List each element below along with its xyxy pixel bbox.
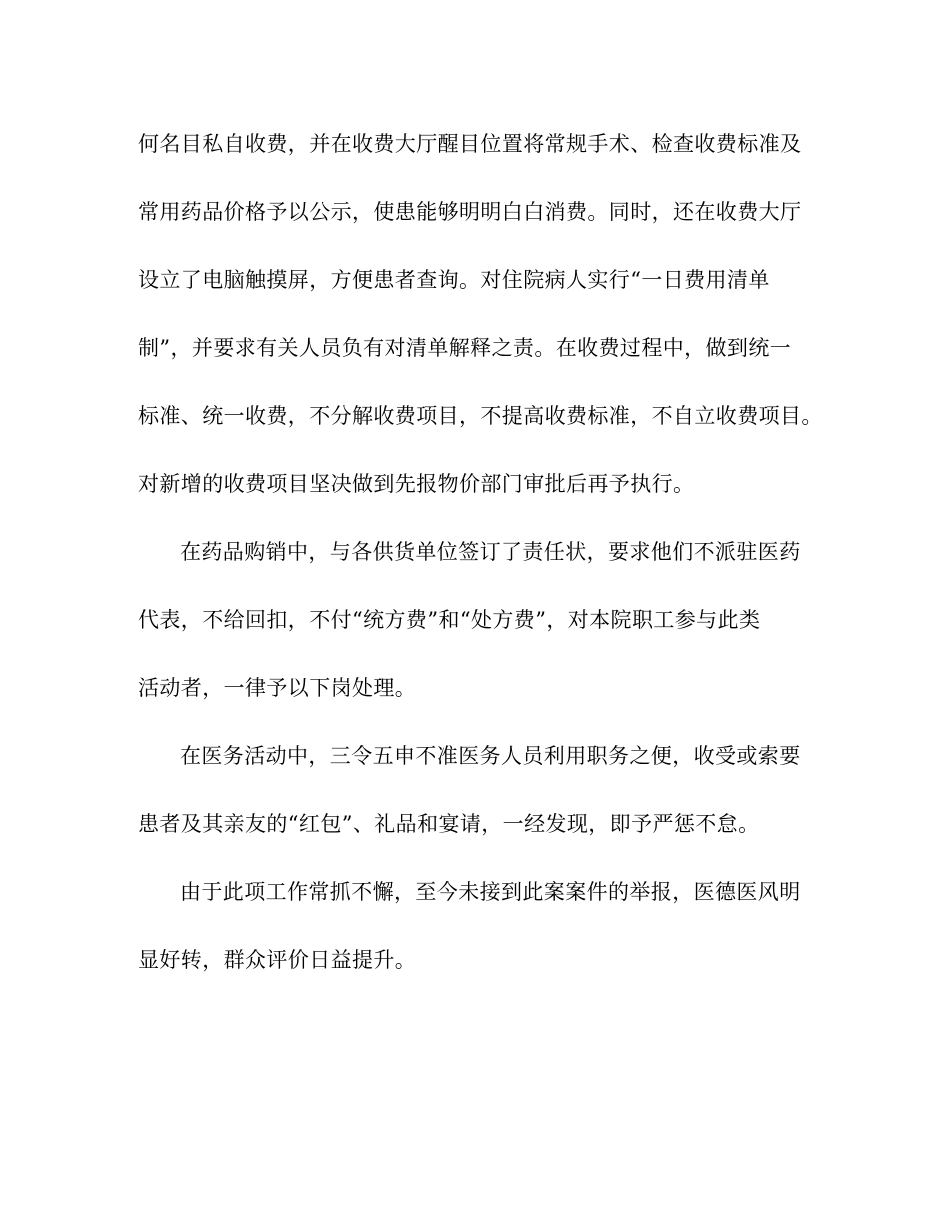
text-line-13: 显好转，群众评价日益提升。 bbox=[138, 948, 417, 972]
text-line-3: 设立了电脑触摸屏，方便患者查询。对住院病人实行“一日费用清单 bbox=[138, 268, 770, 292]
text-line-10: 在医务活动中，三令五申不准医务人员利用职务之便，收受或索要 bbox=[180, 744, 801, 768]
text-line-8: 代表，不给回扣，不付“统方费”和“处方费”，对本院职工参与此类 bbox=[138, 608, 761, 632]
text-line-11: 患者及其亲友的“红包”、礼品和宴请，一经发现，即予严惩不怠。 bbox=[138, 812, 760, 836]
text-line-1: 何名目私自收费，并在收费大厅醒目位置将常规手术、检查收费标准及 bbox=[138, 132, 802, 156]
text-line-2: 常用药品价格予以公示，使患能够明明白白消费。同时，还在收费大厅 bbox=[138, 200, 802, 224]
text-line-4: 制”，并要求有关人员负有对清单解释之责。在收费过程中，做到统一 bbox=[138, 336, 792, 360]
text-line-7: 在药品购销中，与各供货单位签订了责任状，要求他们不派驻医药 bbox=[180, 540, 801, 564]
text-line-6: 对新增的收费项目坚决做到先报物价部门审批后再予执行。 bbox=[138, 472, 695, 496]
text-line-12: 由于此项工作常抓不懈，至今未接到此案案件的举报，医德医风明 bbox=[180, 880, 801, 904]
text-line-5: 标准、统一收费，不分解收费项目，不提高收费标准，不自立收费项目。 bbox=[138, 404, 823, 428]
text-line-9: 活动者，一律予以下岗处理。 bbox=[138, 676, 417, 700]
